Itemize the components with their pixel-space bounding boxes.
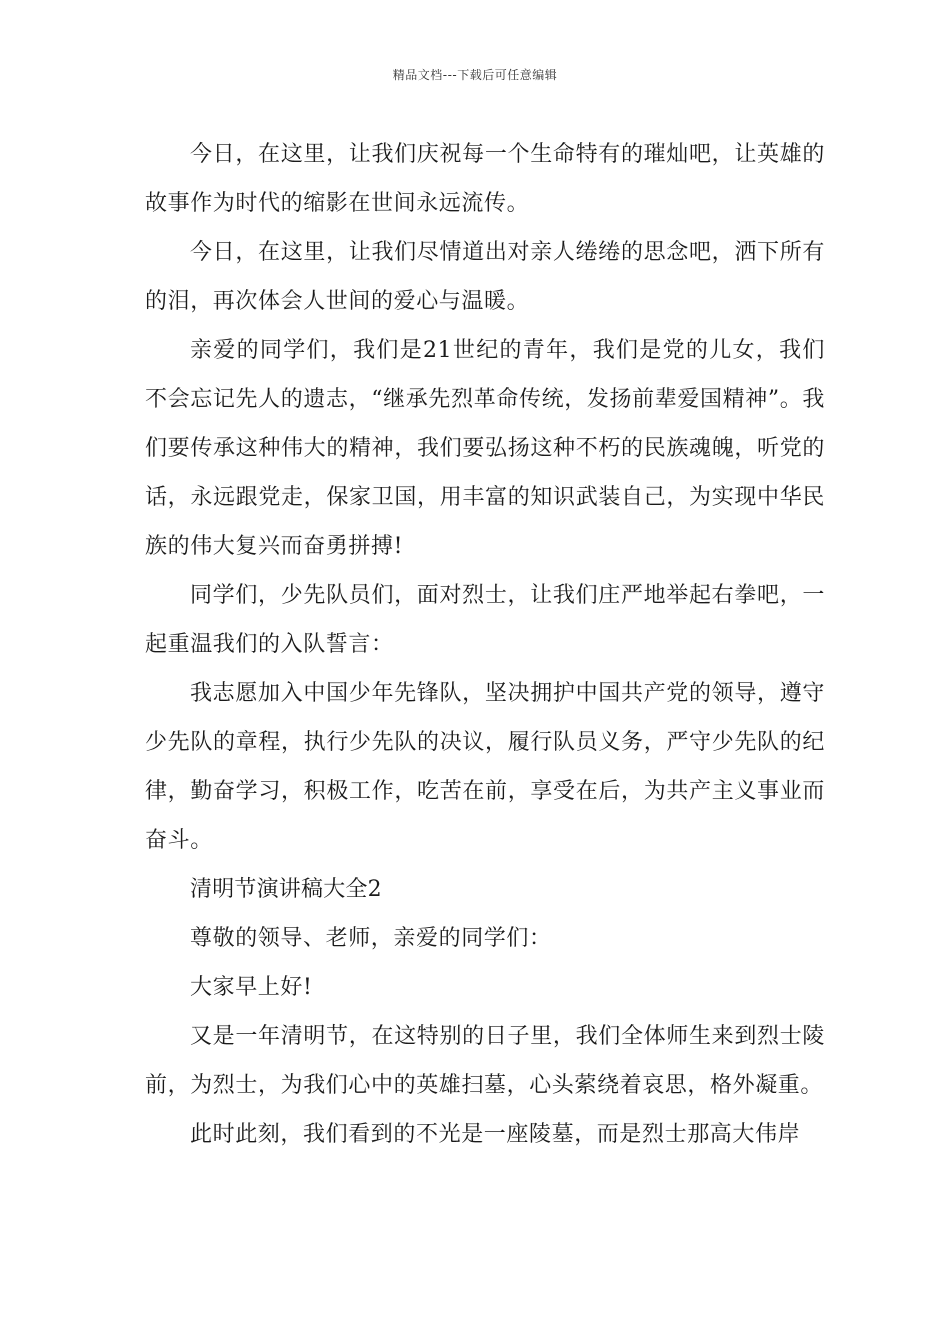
section-title: 清明节演讲稿大全2 bbox=[190, 877, 382, 902]
paragraph-pioneers: 同学们，少先队员们，面对烈士，让我们庄严地举起右拳吧，一起重温我们的入队誓言： bbox=[145, 583, 825, 657]
paragraph-remembrance: 今日，在这里，让我们尽情道出对亲人绻绻的思念吧，洒下所有的泪，再次体会人世间的爱心与温暖。 bbox=[145, 240, 825, 314]
page-header: 精品文档---下载后可任意编辑 bbox=[392, 68, 558, 82]
paragraph-students: 亲爱的同学们，我们是21世纪的青年，我们是党的儿女，我们不会忘记先人的遗志，“继承先烈革命传统，发扬前辈爱国精神”。我们要传承这种伟大的精神，我们要弘扬这种不朽的民族魂魄，听党的话，永远跟党走，保家卫国，用丰富的知识武装自己，为实现中华民族的伟大复兴而奋勇拼搏! bbox=[145, 338, 825, 559]
paragraph-salutation: 尊敬的领导、老师，亲爱的同学们： bbox=[190, 926, 552, 951]
paragraph-moment: 此时此刻，我们看到的不光是一座陵墓，而是烈士那高大伟岸 bbox=[190, 1122, 801, 1147]
paragraph-celebrate: 今日，在这里，让我们庆祝每一个生命特有的璀灿吧，让英雄的故事作为时代的缩影在世间永远流传。 bbox=[145, 142, 825, 216]
paragraph-oath: 我志愿加入中国少年先锋队，坚决拥护中国共产党的领导，遵守少先队的章程，执行少先队的决议，履行队员义务，严守少先队的纪律，勤奋学习，积极工作，吃苦在前，享受在后，为共产主义事业而奋斗。 bbox=[145, 681, 825, 853]
document-body bbox=[145, 130, 825, 1159]
paragraph-qingming: 又是一年清明节，在这特别的日子里，我们全体师生来到烈士陵前，为烈士，为我们心中的英雄扫墓，心头萦绕着哀思，格外凝重。 bbox=[145, 1024, 825, 1098]
paragraph-greeting: 大家早上好! bbox=[190, 975, 313, 1000]
